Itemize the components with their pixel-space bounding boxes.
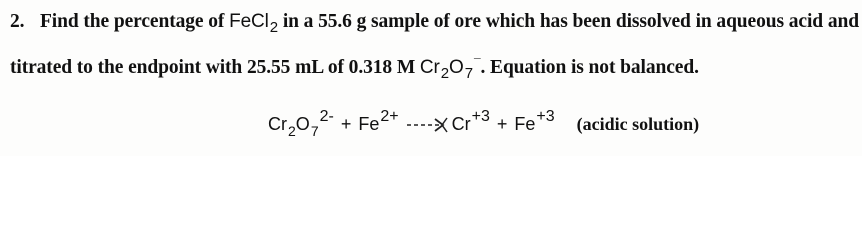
species-symbol: Cr	[268, 114, 287, 134]
formula-subscript: 7	[464, 65, 473, 82]
species-symbol: Cr	[451, 114, 471, 134]
question-text-part-3: titrated to the endpoint with 25.55 mL of 0.318 M	[10, 57, 416, 78]
plus-sign: +	[496, 114, 508, 134]
species-subscript: 2	[288, 123, 296, 139]
formula-base: Cr	[419, 57, 440, 78]
question-text-part-2: in a 55.6 g sample of ore which has been dissolved in aqueous acid and	[282, 11, 859, 32]
species-charge: 2+	[380, 108, 399, 125]
product-iron	[514, 108, 555, 134]
plus-sign: +	[340, 114, 352, 134]
species-symbol: Fe	[514, 114, 536, 134]
arrow-right-icon	[405, 115, 449, 139]
question-line-2	[10, 56, 699, 81]
formula-subscript: 2	[269, 19, 279, 36]
species-charge: 2-	[319, 108, 334, 125]
formula-base: O	[449, 57, 464, 78]
species-symbol: Fe	[358, 114, 380, 134]
iron-chloride-formula	[229, 11, 279, 36]
dichromate-formula	[419, 56, 481, 82]
question-line-1	[10, 10, 859, 35]
species-charge: +3	[471, 108, 490, 125]
question-text-part-1: Find the percentage of	[40, 11, 225, 32]
species-charge: +3	[536, 108, 555, 125]
product-chromium	[451, 108, 490, 134]
species-symbol: O	[295, 114, 310, 134]
reactant-iron	[358, 108, 399, 134]
question-number: 2.	[10, 11, 25, 32]
chemical-equation	[268, 108, 700, 139]
question-text-part-4: . Equation is not balanced.	[480, 57, 699, 78]
species-subscript: 7	[310, 123, 319, 139]
formula-charge: ¯	[473, 56, 481, 70]
formula-subscript: 2	[440, 65, 450, 82]
reactant-dichromate	[268, 108, 334, 139]
reaction-condition: (acidic solution)	[576, 114, 700, 134]
formula-base: FeCl	[229, 11, 269, 32]
